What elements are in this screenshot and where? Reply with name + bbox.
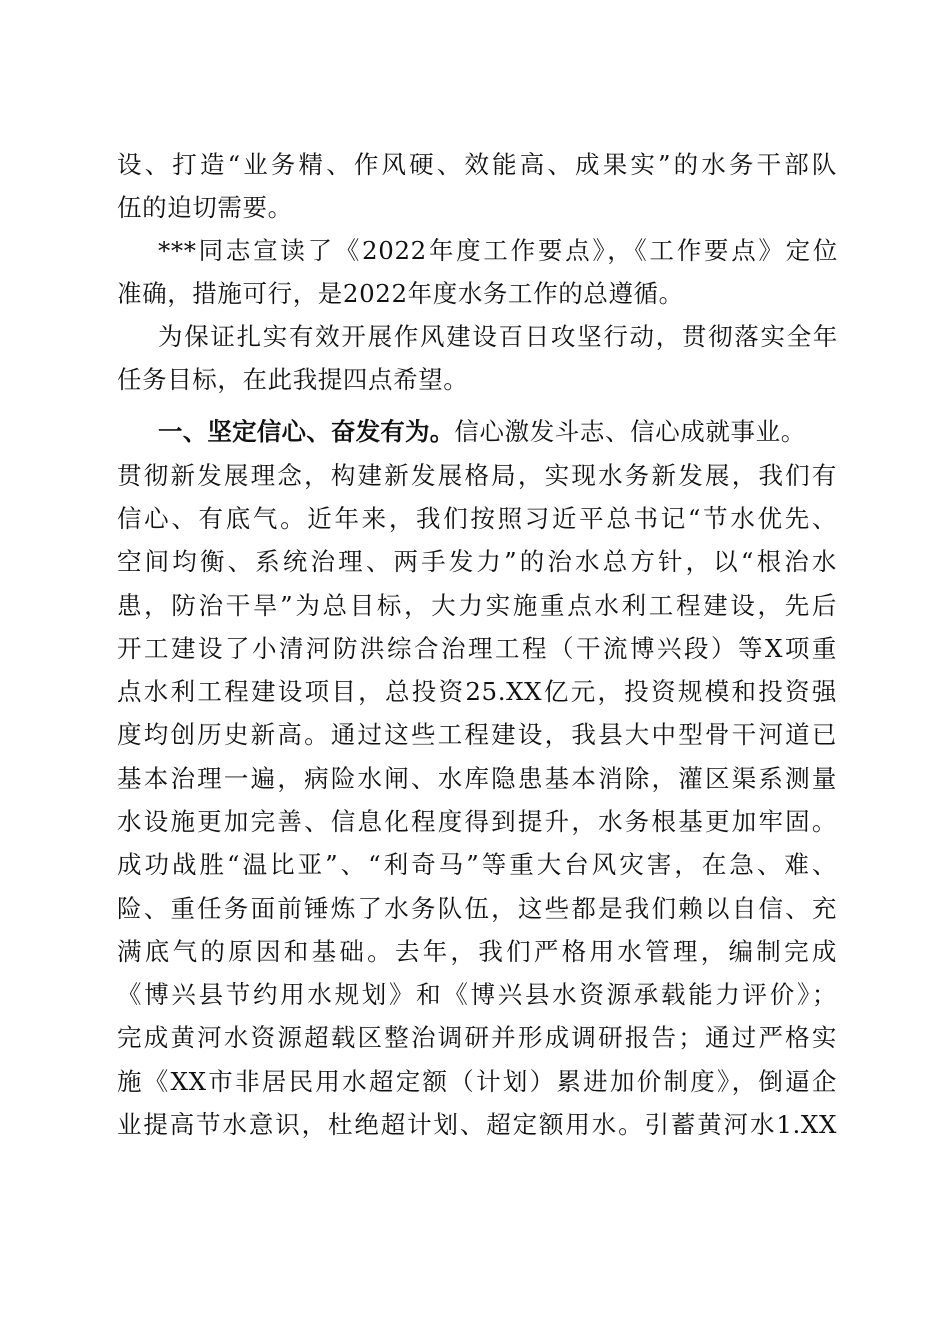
text-line-22: 施《XX市非居民用水超定额（计划）累进加价制度》，倒逼企	[117, 1067, 837, 1096]
text-line-11: 患，防治干旱”为总目标，大力实施重点水利工程建设，先后	[117, 591, 837, 620]
text-line-5: 为保证扎实有效开展作风建设百日攻坚行动，贯彻落实全年	[158, 322, 838, 351]
text-line-14: 度均创历史新高。通过这些工程建设，我县大中型骨干河道已	[117, 720, 837, 749]
text-line-16: 水设施更加完善、信息化程度得到提升，水务根基更加牢固。	[117, 807, 837, 836]
text-line-13: 点水利工程建设项目，总投资25.XX亿元，投资规模和投资强	[117, 677, 837, 706]
text-line-9: 信心、有底气。近年来，我们按照习近平总书记“节水优先、	[117, 504, 837, 533]
text-line-10: 空间均衡、系统治理、两手发力”的治水总方针，以“根治水	[117, 547, 837, 576]
text-line-23: 业提高节水意识，杜绝超计划、超定额用水。引蓄黄河水1.XX	[117, 1110, 837, 1139]
text-line-21: 完成黄河水资源超载区整治调研并形成调研报告；通过严格实	[117, 1023, 837, 1052]
text-line-17: 成功战胜“温比亚”、“利奇马”等重大台风灾害，在急、难、	[117, 850, 837, 879]
text-line-8: 贯彻新发展理念，构建新发展格局，实现水务新发展，我们有	[117, 461, 837, 490]
text-line-2: 伍的迫切需要。	[117, 193, 293, 222]
text-line-6: 任务目标，在此我提四点希望。	[117, 365, 469, 394]
text-line-4: 准确，措施可行，是2022年度水务工作的总遵循。	[117, 279, 684, 308]
text-line-18: 险、重任务面前锤炼了水务队伍，这些都是我们赖以自信、充	[117, 894, 837, 923]
text-line-20: 《博兴县节约用水规划》和《博兴县水资源承载能力评价》；	[117, 980, 837, 1009]
text-line-7	[158, 417, 838, 447]
text-line-1: 设、打造“业务精、作风硬、效能高、成果实”的水务干部队	[117, 150, 837, 179]
text-line-15: 基本治理一遍，病险水闸、水库隐患基本消除，灌区渠系测量	[117, 764, 837, 793]
text-line-19: 满底气的原因和基础。去年，我们严格用水管理，编制完成	[117, 937, 837, 966]
text-line-12: 开工建设了小清河防洪综合治理工程（干流博兴段）等X项重	[117, 634, 837, 663]
section-heading-text: 信心激发斗志、信心成就事业。	[454, 417, 806, 446]
text-line-3: ***同志宣读了《2022年度工作要点》，《工作要点》定位	[158, 236, 838, 265]
section-heading: 一、坚定信心、奋发有为。	[158, 417, 455, 446]
